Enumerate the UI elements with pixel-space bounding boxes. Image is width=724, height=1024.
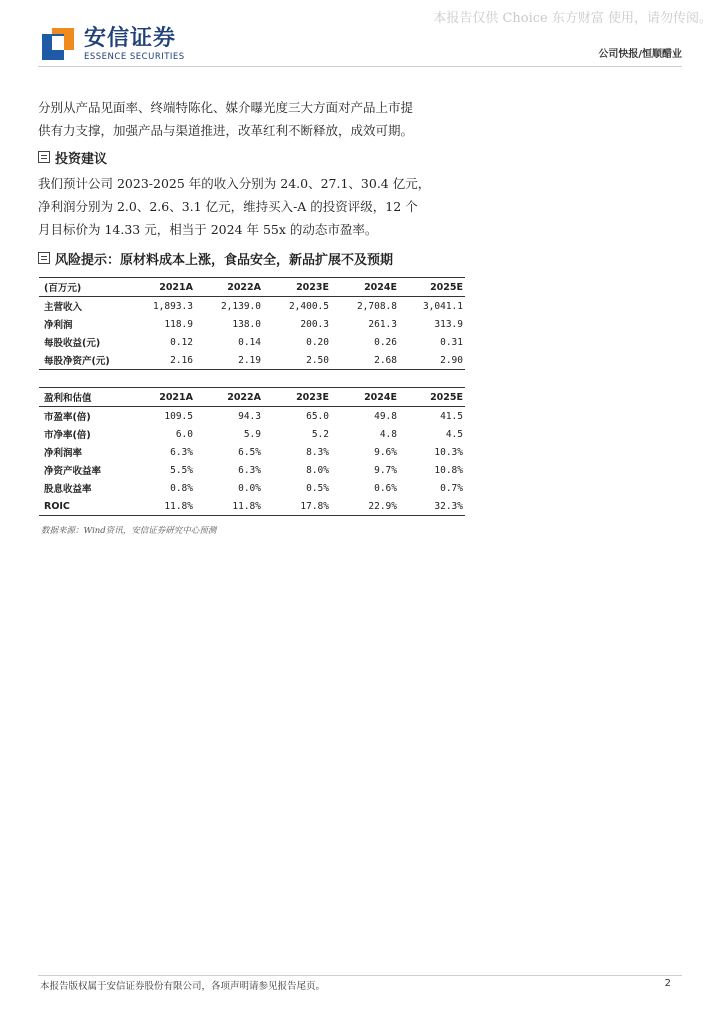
table-row (39, 497, 465, 516)
intro-line: 分别从产品见面率、终端特陈化、媒介曝光度三大方面对产品上市提 (38, 100, 414, 115)
table-cell: 313.9 (434, 318, 463, 330)
table-cell: 0.14 (238, 336, 261, 348)
table-header-cell: 2025E (399, 278, 465, 297)
valuation-table (39, 387, 465, 516)
table-cell: 41.5 (440, 410, 463, 422)
table-cell: 2.16 (127, 351, 195, 370)
intro-line: 供有力支撑，加强产品与渠道推进，改革红利不断释放，成效可期。 (38, 123, 414, 138)
table-cell: 8.3% (306, 446, 329, 458)
table-cell: 6.5% (238, 446, 261, 458)
table-cell: 138.0 (232, 318, 261, 330)
row-label: 净资产收益率 (44, 466, 102, 477)
table-cell: 2.19 (195, 351, 263, 370)
invest-section-title: 投资建议 (55, 151, 108, 167)
table-cell: 2,400.5 (288, 300, 329, 312)
table-header-cell: 2022A (195, 278, 263, 297)
table-cell: 10.8% (434, 464, 463, 476)
table-cell: 65.0 (306, 410, 329, 422)
logo-mark-icon (42, 28, 74, 62)
table-row (39, 407, 465, 426)
table-row (39, 479, 465, 497)
intro-paragraph (38, 96, 466, 142)
table-cell: 22.9% (331, 497, 399, 516)
row-label: 市盈率(倍) (44, 412, 91, 423)
table-cell: 17.8% (263, 497, 331, 516)
table-row (39, 315, 465, 333)
table-cell: 49.8 (374, 410, 397, 422)
table-header-cell: 2021A (127, 278, 195, 297)
table-header-cell: 2023E (263, 278, 331, 297)
table-row (39, 297, 465, 316)
table-cell: 0.12 (170, 336, 193, 348)
table-cell: 3,041.1 (422, 300, 463, 312)
watermark-text: 本报告仅供 Choice 东方财富 使用，请勿传阅。 (433, 11, 712, 26)
table-cell: 2.50 (263, 351, 331, 370)
table-row (39, 333, 465, 351)
row-label: ROIC (39, 497, 127, 516)
table-cell: 261.3 (368, 318, 397, 330)
table-cell: 2,139.0 (220, 300, 261, 312)
footer-disclaimer: 本报告版权属于安信证券股份有限公司，各项声明请参见报告尾页。 (40, 981, 326, 992)
row-label: 净利润 (44, 320, 73, 331)
logo-name-en: ESSENCE SECURITIES (84, 52, 185, 62)
risk-section-title: 风险提示：原材料成本上涨，食品安全，新品扩展不及预期 (55, 252, 394, 268)
logo-name-cn: 安信证券 (84, 26, 177, 51)
row-label: 净利润率 (44, 448, 83, 459)
row-label: 股息收益率 (44, 484, 92, 495)
table-cell: 0.5% (306, 482, 329, 494)
table-cell: 109.5 (164, 410, 193, 422)
table-cell: 2.68 (331, 351, 399, 370)
table-cell: 11.8% (195, 497, 263, 516)
section-list-icon (38, 151, 50, 163)
table-header-cell: (百万元) (39, 278, 127, 297)
table-cell: 118.9 (164, 318, 193, 330)
table-cell: 0.6% (374, 482, 397, 494)
table-cell: 10.3% (434, 446, 463, 458)
table-row (39, 461, 465, 479)
table-cell: 0.7% (440, 482, 463, 494)
table-cell: 1,893.3 (152, 300, 193, 312)
table-cell: 5.2 (311, 428, 329, 440)
report-type-label: 公司快报/恒顺醋业 (598, 49, 682, 60)
table-cell: 200.3 (300, 318, 329, 330)
table-header-cell: 2023E (263, 388, 331, 407)
table-cell: 9.7% (374, 464, 397, 476)
table-cell: 0.26 (374, 336, 397, 348)
table-cell: 0.0% (238, 482, 261, 494)
table-cell: 0.8% (170, 482, 193, 494)
row-label: 主营收入 (44, 302, 83, 313)
page-number: 2 (664, 978, 671, 989)
financial-summary-table (39, 277, 465, 370)
table-cell: 0.31 (440, 336, 463, 348)
table-cell: 2,708.8 (356, 300, 397, 312)
table-cell: 2.90 (399, 351, 465, 370)
table-cell: 4.8 (379, 428, 397, 440)
table-header-cell: 2022A (195, 388, 263, 407)
table-cell: 94.3 (238, 410, 261, 422)
table-cell: 11.8% (127, 497, 195, 516)
section-list-icon (38, 252, 50, 264)
risk-section-heading (38, 247, 466, 269)
table-cell: 5.5% (170, 464, 193, 476)
table-cell: 5.9 (243, 428, 261, 440)
invest-line: 净利润分别为 2.0、2.6、3.1 亿元，维持买入-A 的投资评级，12 个 (38, 199, 418, 214)
table-cell: 32.3% (399, 497, 465, 516)
main-content (38, 96, 466, 536)
table-header-cell: 盈利和估值 (39, 388, 127, 407)
table-header-row (39, 388, 465, 407)
footer-divider (38, 975, 682, 976)
table-header-cell: 2021A (127, 388, 195, 407)
table-cell: 6.3% (170, 446, 193, 458)
table-cell: 0.20 (306, 336, 329, 348)
table-row (39, 425, 465, 443)
header-divider (38, 66, 682, 67)
invest-paragraph (38, 172, 466, 241)
table-row (39, 351, 465, 370)
row-label: 市净率(倍) (44, 430, 91, 441)
row-label: 每股净资产(元) (39, 351, 127, 370)
row-label: 每股收益(元) (44, 338, 101, 349)
table-cell: 4.5 (445, 428, 463, 440)
table-header-row (39, 278, 465, 297)
table-cell: 8.0% (306, 464, 329, 476)
data-source-note: 数据来源：Wind资讯，安信证券研究中心预测 (41, 526, 217, 536)
table-header-cell: 2024E (331, 388, 399, 407)
table-cell: 6.3% (238, 464, 261, 476)
invest-section-heading (38, 146, 466, 168)
table-cell: 6.0 (175, 428, 193, 440)
table-header-cell: 2025E (399, 388, 465, 407)
invest-line: 月目标价为 14.33 元，相当于 2024 年 55x 的动态市盈率。 (38, 222, 378, 237)
company-logo (42, 27, 185, 62)
table-header-cell: 2024E (331, 278, 399, 297)
table-row (39, 443, 465, 461)
invest-line: 我们预计公司 2023-2025 年的收入分别为 24.0、27.1、30.4 亿元， (38, 176, 431, 191)
table-cell: 9.6% (374, 446, 397, 458)
